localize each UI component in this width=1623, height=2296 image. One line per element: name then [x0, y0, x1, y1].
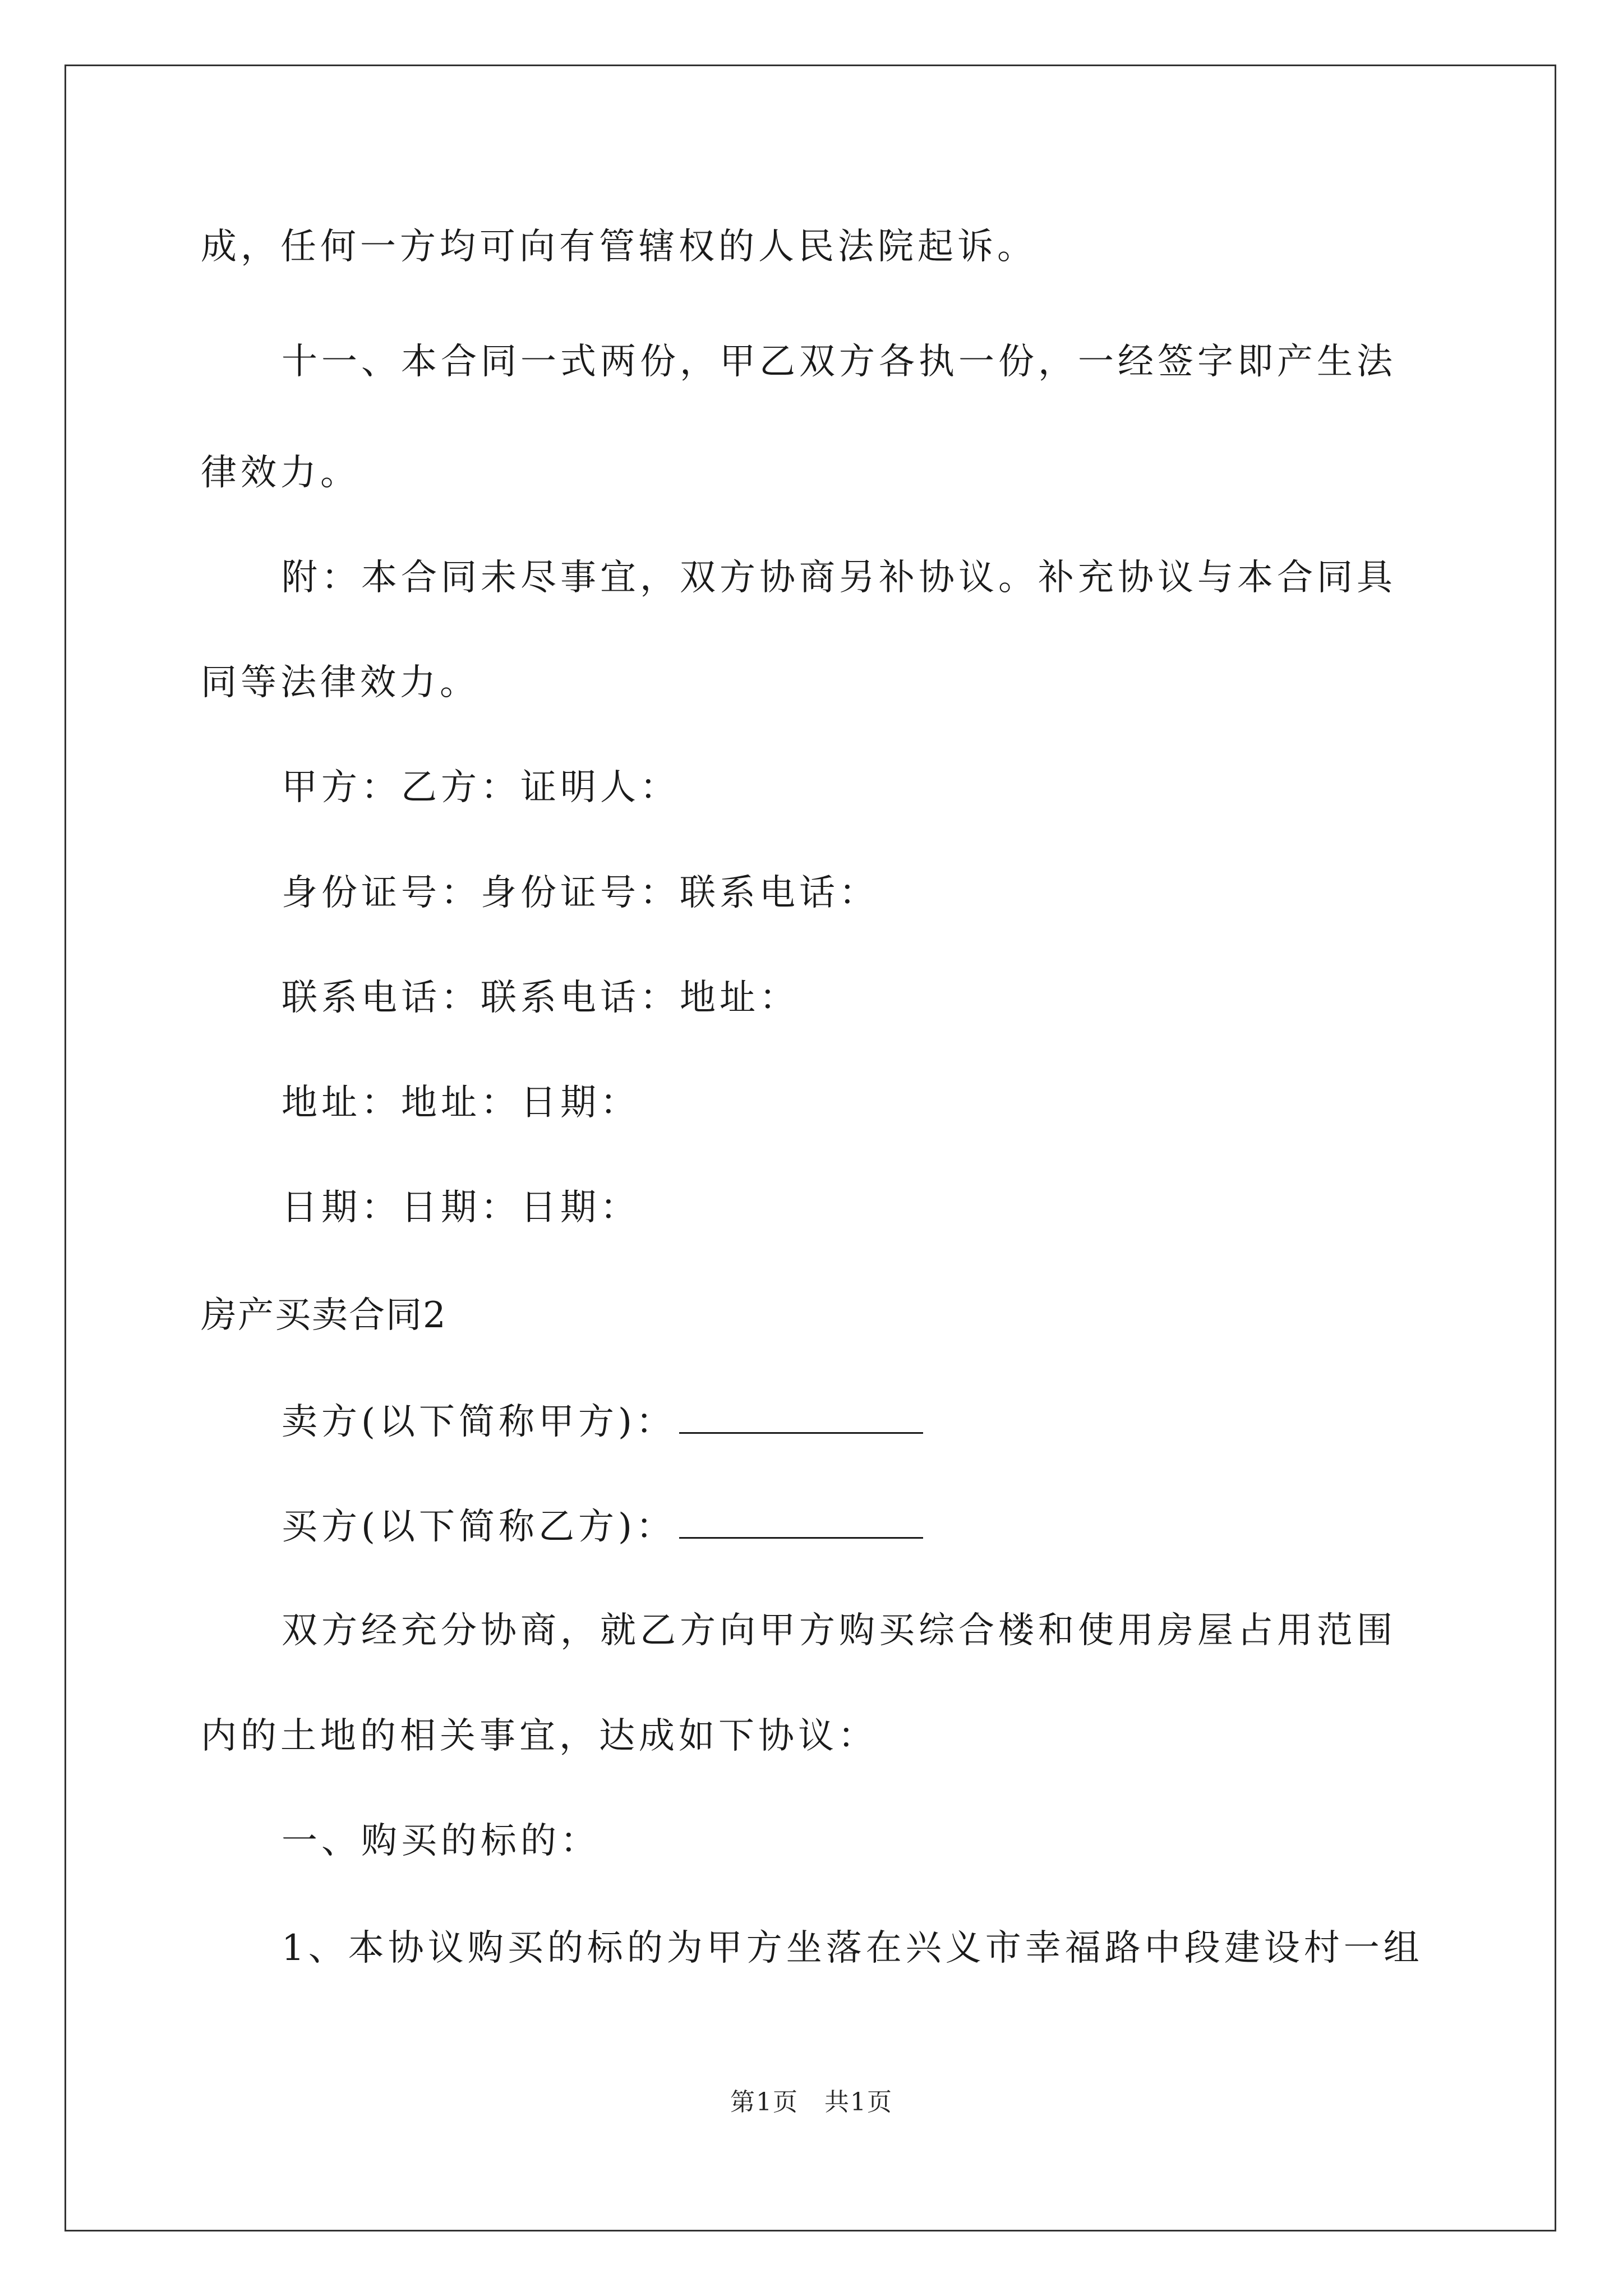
seller-blank-field: [679, 1398, 923, 1434]
page-border: [64, 65, 1556, 2231]
seller-label: 卖方(以下简称甲方)：: [282, 1401, 676, 1443]
text-line-17: 1、本协议购买的标的为甲方坐落在兴义市幸福路中段建设村一组: [282, 1927, 1423, 1969]
text-line-14: 双方经充分协商，就乙方向甲方购买综合楼和使用房屋占用范围: [282, 1610, 1396, 1651]
address-line: 地址：地址：日期：: [282, 1082, 640, 1124]
text-line-5: 同等法律效力。: [201, 662, 479, 703]
id-number-line: 身份证号：身份证号：联系电话：: [282, 872, 879, 914]
buyer-line: [282, 1503, 923, 1548]
buyer-blank-field: [679, 1503, 923, 1539]
text-line-16: 一、购买的标的：: [282, 1820, 600, 1862]
text-line-4: 附：本合同未尽事宜，双方协商另补协议。补充协议与本合同具: [282, 557, 1396, 599]
text-line-1: 成，任何一方均可向有管辖权的人民法院起诉。: [201, 226, 1037, 268]
text-line-2: 十一、本合同一式两份，甲乙双方各执一份，一经签字即产生法: [282, 341, 1396, 383]
date-line: 日期：日期：日期：: [282, 1187, 640, 1228]
seller-line: [282, 1398, 923, 1443]
text-line-15: 内的土地的相关事宜，达成如下协议：: [201, 1715, 878, 1757]
buyer-label: 买方(以下简称乙方)：: [282, 1506, 676, 1548]
page-footer: 第1页 共1页: [730, 2088, 893, 2116]
section-heading: 房产买卖合同2: [201, 1295, 447, 1336]
signature-parties-line: 甲方：乙方：证明人：: [282, 767, 680, 808]
phone-line: 联系电话：联系电话：地址：: [282, 977, 799, 1019]
text-line-3: 律效力。: [201, 452, 360, 494]
